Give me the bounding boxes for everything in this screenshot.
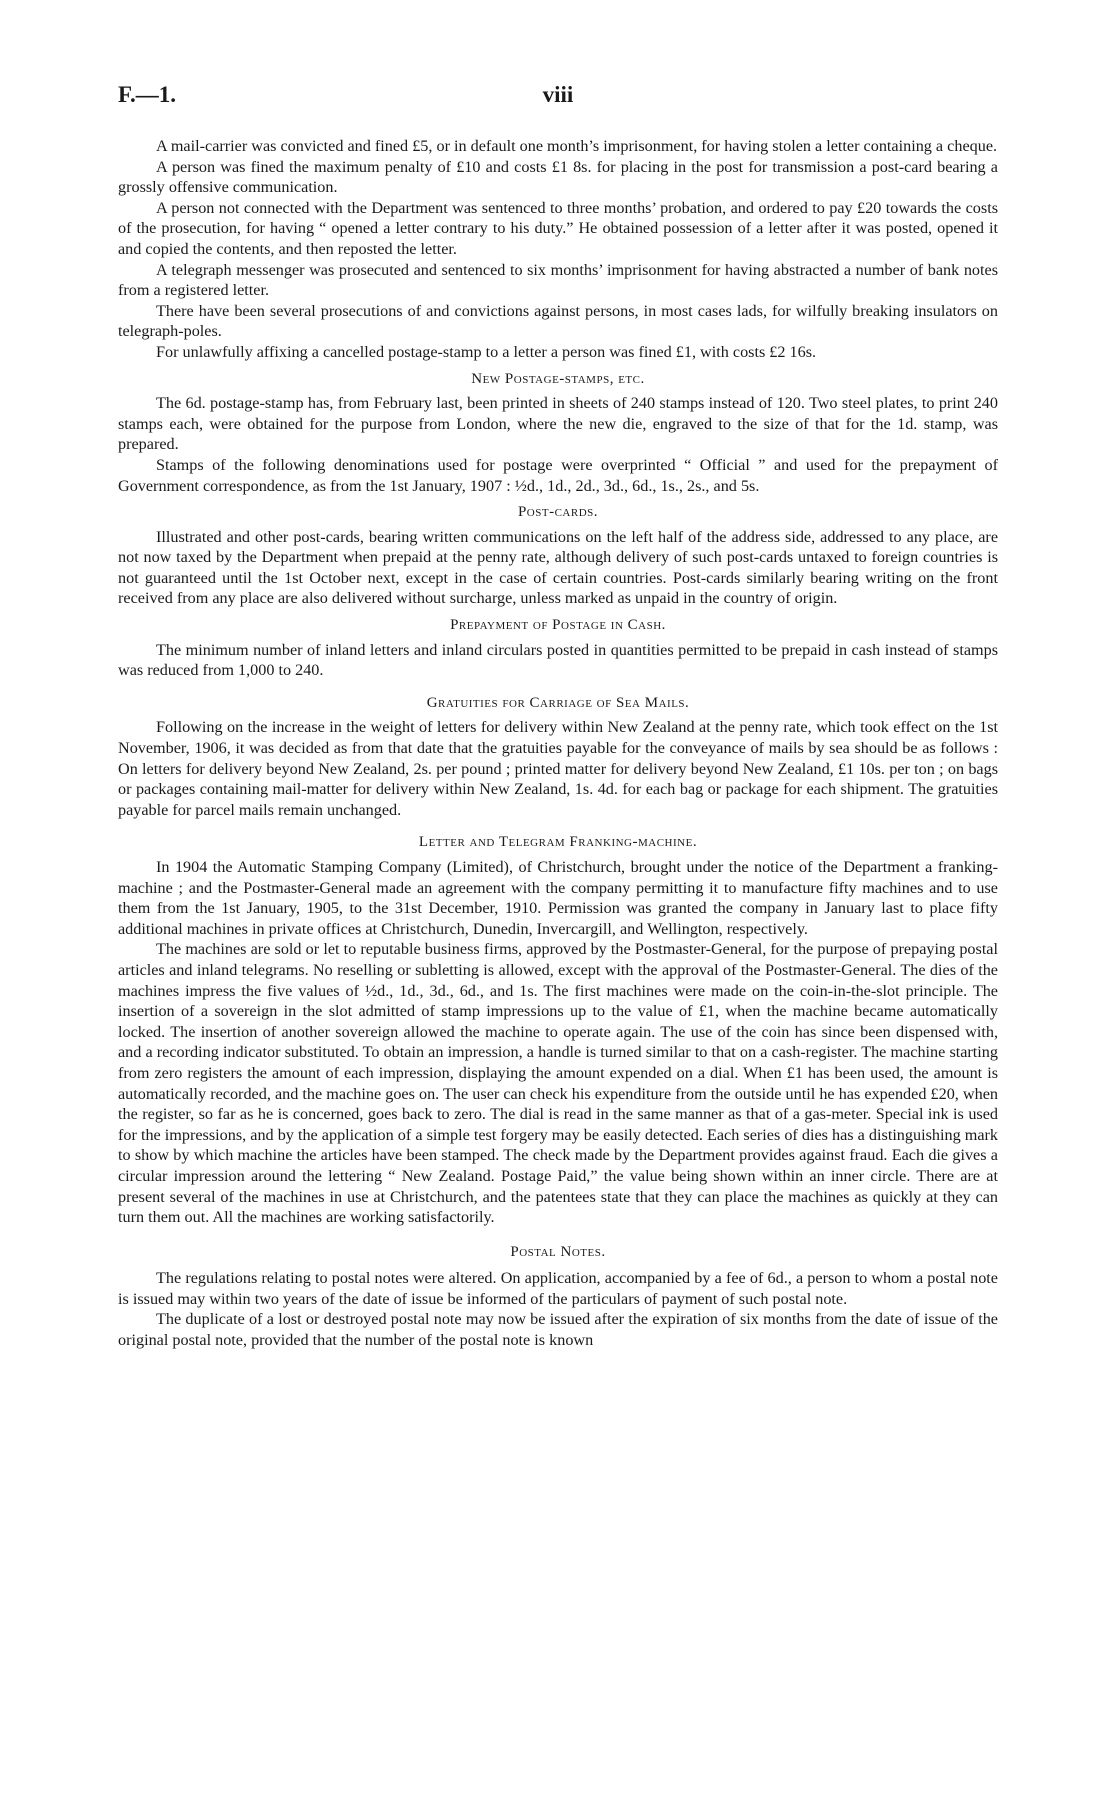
paragraph: Following on the increase in the weight of letters for delivery within New Zealand at the penny rate, which took effect on the 1st November, 1906, it was decided as from that date that the gratuities payable for the conveyance of mails by sea should be as follows : On letters for delivery beyond New Zealand, 2s. per pound ; printed matter for delivery beyond New Zealand, £1 10s. per ton ; on bags or packages containing mail-matter for delivery within New Zealand, 1s. 4d. for each bag or package for each shipment. The gratuities payable for parcel mails remain unchanged. [118,718,998,819]
document-reference: F.—1. [118,82,176,107]
section-heading-prepayment-in-cash: Prepayment of Postage in Cash. [450,617,666,634]
page-number: viii [542,82,574,107]
section-heading-franking-machine: Letter and Telegram Franking-machine. [418,834,698,851]
document-body [118,136,998,1351]
paragraph: The regulations relating to postal notes were altered. On application, accompanied by a fee of 6d., a person to whom a postal note is issued may within two years of the date of issue be informed of the particulars of payment of such postal note. [118,1269,998,1308]
section-heading-postal-notes: Postal Notes. [510,1243,606,1260]
paragraph: A telegraph messenger was prosecuted and sentenced to six months’ imprisonment for having abstracted a number of bank notes from a registered letter. [118,260,998,300]
paragraph: The duplicate of a lost or destroyed postal note may now be issued after the expiration of six months from the date of issue of the original postal note, provided that the number of the postal note is known [118,1310,998,1350]
section-heading-new-postage-stamps: New Postage-stamps, etc. [471,370,645,387]
paragraph: A person not connected with the Department was sentenced to three months’ probation, and ordered to pay £20 towards the costs of the prosecution, for having “ opened a letter contrary to his duty.” He obtained possession of a letter after it was posted, opened it and copied the contents, and then reposted the letter. [118,198,998,258]
paragraph: Illustrated and other post-cards, bearing written communications on the left half of the address side, addressed to any place, are not now taxed by the Department when prepaid at the penny rate, although delivery of such post-cards untaxed to foreign countries is not guaranteed until the 1st October next, except in the case of certain countries. Post-cards similarly bearing writing on the front received from any place are also delivered without surcharge, unless marked as unpaid in the country of origin. [118,527,998,608]
section-heading-gratuities-sea-mails: Gratuities for Carriage of Sea Mails. [426,694,690,711]
section-heading-post-cards: Post-cards. [517,504,599,521]
paragraph: In 1904 the Automatic Stamping Company (Limited), of Christchurch, brought under the notice of the Department a franking-machine ; and the Postmaster-General made an agreement with the company permitting it to manufacture fifty machines and to use them from the 1st January, 1905, to the 31st December, 1910. Permission was granted the company in January last to place fifty additional machines in private offices at Christchurch, Dunedin, Invercargill, and Wellington, respectively. [118,858,998,938]
paragraph: For unlawfully affixing a cancelled postage-stamp to a letter a person was fined £1, with costs £2 16s. [156,342,817,361]
paragraph: A person was fined the maximum penalty of £10 and costs £1 8s. for placing in the post for transmission a post-card bearing a grossly offensive communication. [118,157,998,197]
paragraph: Stamps of the following denominations used for postage were overprinted “ Official ” and used for the prepayment of Government correspondence, as from the 1st January, 1907 : ½d., 1d., 2d., 3d., 6d., 1s., 2s., and 5s. [118,455,998,495]
paragraph: There have been several prosecutions of and convictions against persons, in most cases lads, for wilfully breaking insulators on telegraph-poles. [118,301,998,341]
paragraph: The 6d. postage-stamp has, from February last, been printed in sheets of 240 stamps instead of 120. Two steel plates, to print 240 stamps each, were obtained for the purpose from London, where the new die, engraved to the size of that for the 1d. stamp, was prepared. [118,394,998,454]
paragraph: The machines are sold or let to reputable business firms, approved by the Postmaster-General, for the purpose of prepaying postal articles and inland telegrams. No reselling or subletting is allowed, except with the approval of the Postmaster-General. The dies of the machines impress the five values of ½d., 1d., 3d., 6d., and 1s. The first machines were made on the coin-in-the-slot principle. The insertion of a sovereign in the slot admitted of stamp impressions up to the value of £1, when the machine became automatically locked. The insertion of another sovereign allowed the machine to operate again. The use of the coin has since been dispensed with, and a recording indicator substituted. To obtain an impression, a handle is turned similar to that on a cash-register. The machine starting from zero registers the amount of each impression, displaying the amount expended on a dial. When £1 has been used, the amount is automatically recorded, and the machine goes on. The user can check his expenditure from the outside until he has expended £20, when the register, so far as he is concerned, goes back to zero. The dial is read in the same manner as that of a gas-meter. Special ink is used for the impressions, and by the application of a simple test forgery may be easily detected. Each series of dies has a distinguishing mark to show by which machine the articles have been stamped. The check made by the Department provides against fraud. Each die gives a circular impression around the lettering “ New Zealand. Postage Paid,” the value being shown within an inner circle. There are at present several of the machines in use at Christchurch, and the patentees state that they can place the machines as quickly at they can turn them out. All the machines are working satisfactorily. [118,940,998,1227]
paragraph: The minimum number of inland letters and inland circulars posted in quantities permitted to be prepaid in cash instead of stamps was reduced from 1,000 to 240. [118,640,998,680]
paragraph: A mail-carrier was convicted and fined £5, or in default one month’s imprisonment, for having stolen a letter containing a cheque. [156,137,998,155]
page-header [118,82,998,112]
